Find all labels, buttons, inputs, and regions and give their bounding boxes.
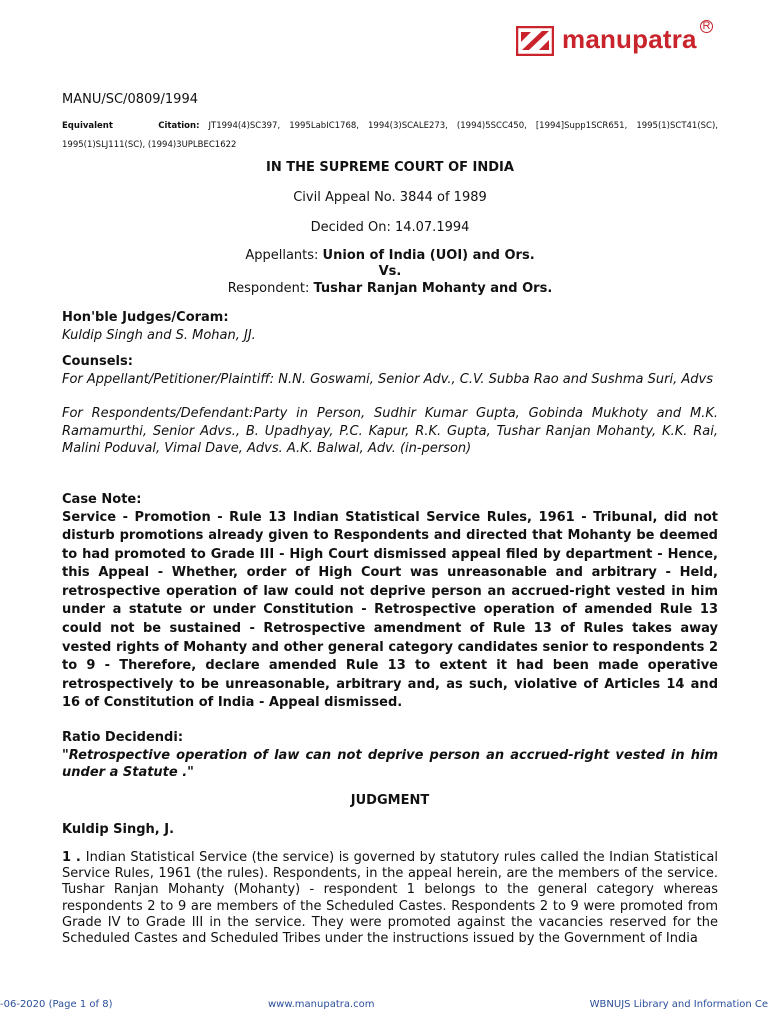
page-footer bbox=[0, 999, 768, 1019]
counsels-section bbox=[62, 353, 718, 458]
ratio-text: "Retrospective operation of law can not deprive person an accrued-right vested in him under a Statute ." bbox=[62, 747, 718, 780]
paragraph-number: 1 . bbox=[62, 850, 86, 865]
citation-id: MANU/SC/0809/1994 bbox=[62, 92, 198, 107]
counsel-appellant: For Appellant/Petitioner/Plaintiff: N.N. Goswami, Senior Adv., C.V. Subba Rao and Sushma Suri, Advs bbox=[62, 371, 713, 387]
manupatra-logo-icon bbox=[516, 26, 554, 56]
footer-date-page: -06-2020 (Page 1 of 8) bbox=[0, 999, 113, 1010]
case-note-heading: Case Note: bbox=[62, 492, 142, 507]
judge-name: Kuldip Singh, J. bbox=[62, 822, 175, 837]
appeal-number: Civil Appeal No. 3844 of 1989 bbox=[293, 190, 487, 205]
versus: Vs. bbox=[378, 264, 402, 279]
ratio-section bbox=[62, 729, 718, 782]
decided-on: Decided On: 14.07.1994 bbox=[310, 220, 470, 235]
manupatra-logo bbox=[512, 20, 712, 60]
judges-heading: Hon'ble Judges/Coram: bbox=[62, 310, 229, 325]
judgment-heading: JUDGMENT bbox=[350, 793, 430, 808]
footer-library: WBNUJS Library and Information Ce bbox=[589, 999, 768, 1010]
judges-section bbox=[62, 309, 718, 344]
respondent-name: Tushar Ranjan Mohanty and Ors. bbox=[313, 281, 553, 296]
equivalent-citation bbox=[62, 117, 718, 155]
case-note-section bbox=[62, 491, 718, 713]
judges-names: Kuldip Singh and S. Mohan, JJ. bbox=[62, 327, 256, 343]
ratio-heading: Ratio Decidendi: bbox=[62, 730, 184, 745]
court-name: IN THE SUPREME COURT OF INDIA bbox=[266, 160, 514, 175]
paragraph-text: Indian Statistical Service (the service) is governed by statutory rules called the Indian Statistical Service Rules, 1961 (the rules). Respondents, in the appeal herein, are the members of the service. Tushar Ranjan Mohanty (Mohanty) - respondent 1 belongs to the general category whereas respondents 2 to 9 are members of the Scheduled Castes. Respondents 2 to 9 were promoted from Grade IV to Grade III in the service. They were promoted against the vacancies reserved for the Scheduled Castes and Scheduled Tribes under the instructions issued by the Government of India bbox=[62, 850, 718, 947]
brand-name: manupatra bbox=[562, 24, 697, 54]
appellants-label: Appellants: bbox=[245, 248, 323, 263]
registered-mark: R bbox=[700, 20, 713, 33]
footer-website-link[interactable]: www.manupatra.com bbox=[268, 999, 375, 1010]
appellants-name: Union of India (UOI) and Ors. bbox=[322, 248, 535, 263]
counsel-respondent: For Respondents/Defendant:Party in Person, Sudhir Kumar Gupta, Gobinda Mukhoty and M.K. Ramamurthi, Senior Advs., B. Upadhyay, P.C. Kapur, R.K. Gupta, Tushar Ranjan Mohanty, K.K. Rai, Malini Poduval, Vimal Dave, Advs. A.K. Balwal, Adv. (in-person) bbox=[62, 406, 718, 456]
respondent-line bbox=[62, 281, 718, 296]
respondent-label: Respondent: bbox=[227, 281, 314, 296]
appellants-line bbox=[62, 248, 718, 263]
equivalent-citation-text: JT1994(4)SC397, 1995LabIC1768, 1994(3)SCALE273, (1994)5SCC450, [1994]Supp1SCR651, 1995(1)SCT41(SC), 1995(1)SLJ111(SC), (1994)3UPLBEC1622 bbox=[62, 121, 719, 150]
case-note-text: Service - Promotion - Rule 13 Indian Statistical Service Rules, 1961 - Tribunal, did not disturb promotions already given to Respondents and directed that Mohanty be deemed to had promoted to Grade III - High Court dismissed appeal filed by department - Hence, this Appeal - Whether, order of High Court was unreasonable and arbitrary - Held, retrospective operation of law could not deprive person an accrued-right vested in him under a statute or under Constitution - Retrospective operation of amended Rule 13 could not be sustained - Retrospective amendment of Rule 13 of Rules takes away vested rights of Mohanty and other general category candidates senior to respondents 2 to 9 - Therefore, declare amended Rule 13 to extent it had been made operative retrospectively to be unreasonable, arbitrary and, as such, violative of Articles 14 and 16 of Constitution of India - Appeal dismissed. bbox=[62, 509, 718, 711]
counsels-heading: Counsels: bbox=[62, 354, 133, 369]
paragraph-1 bbox=[62, 850, 718, 947]
equivalent-label: Equivalent bbox=[62, 121, 113, 131]
citation-label: Citation: bbox=[158, 121, 200, 131]
